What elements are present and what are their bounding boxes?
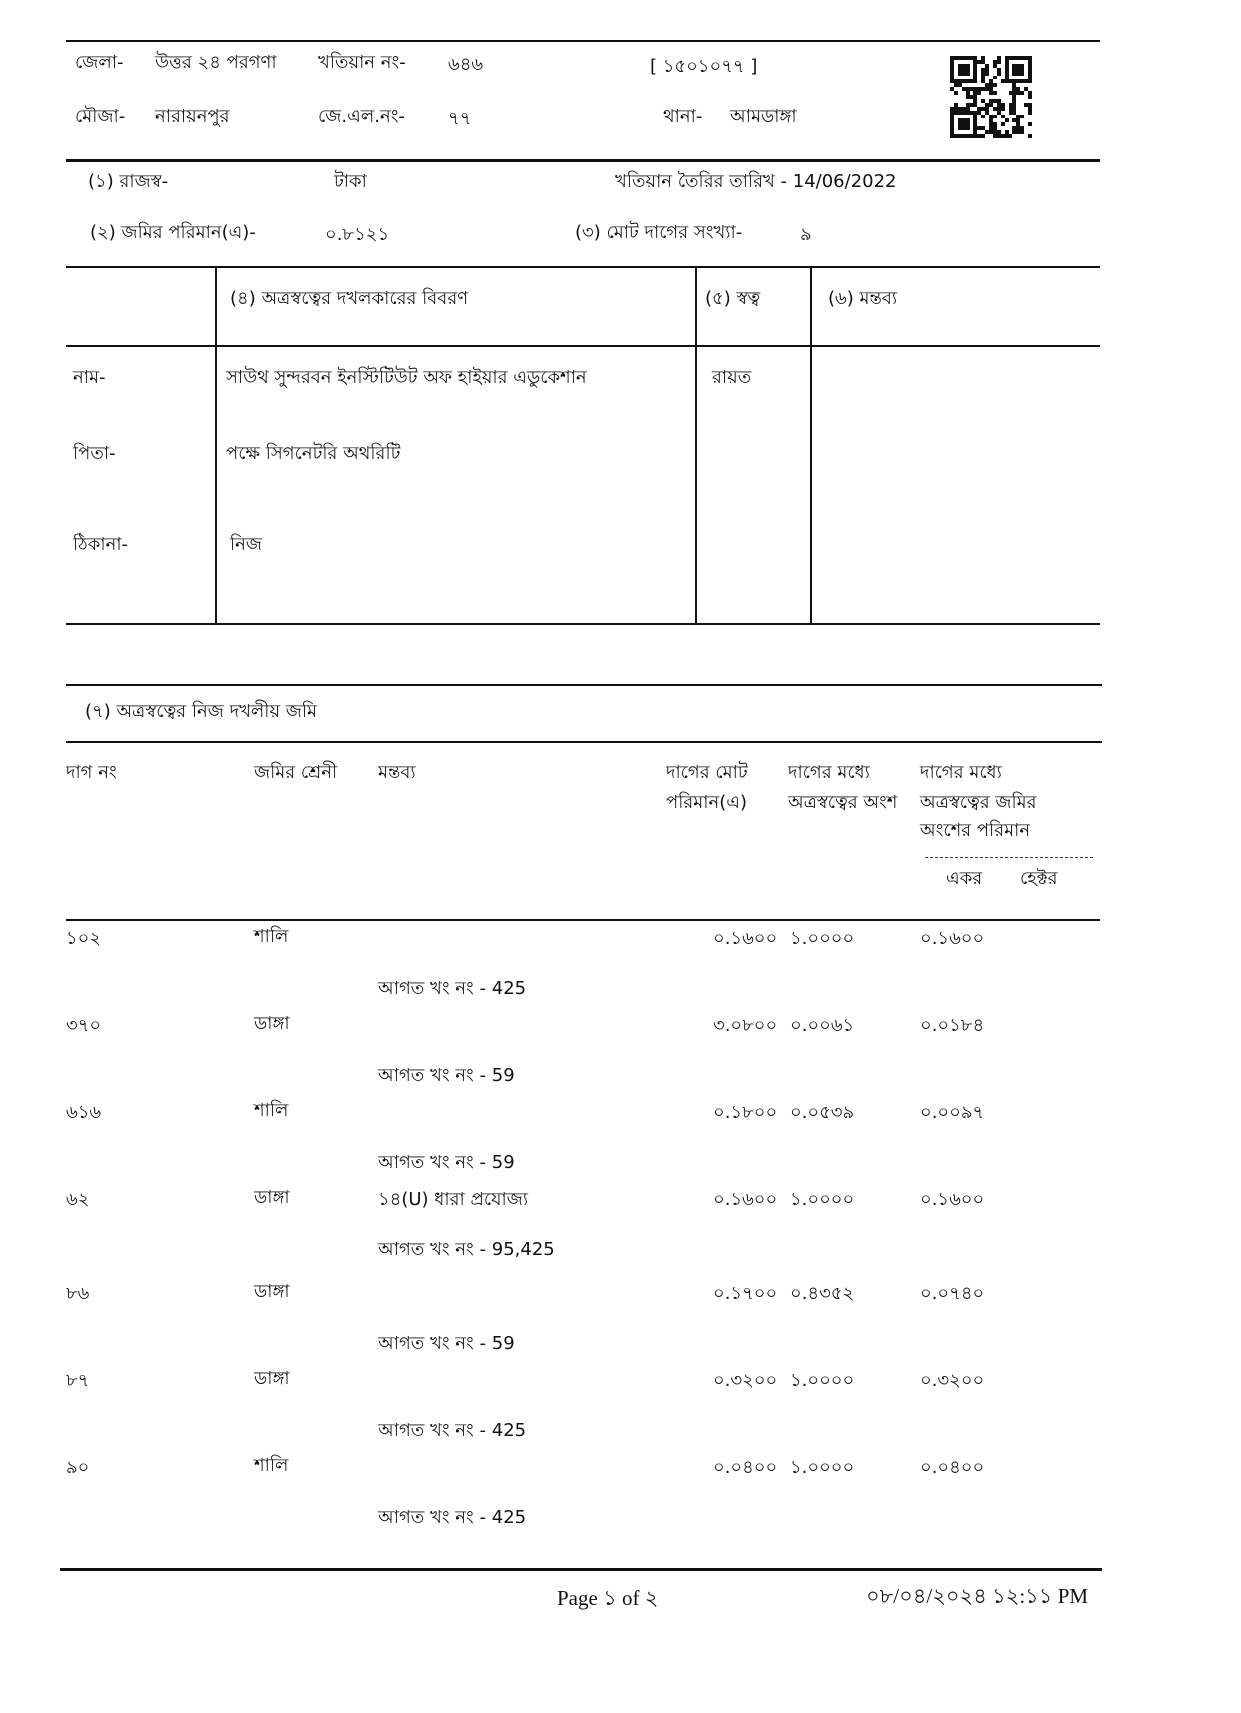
- area-label: (২) জমির পরিমান(এ)-: [90, 222, 256, 243]
- owner-col-header: (৪) অত্রস্বত্বের দখলকারের বিবরণ: [230, 288, 469, 309]
- share: ১.০০০০: [790, 1457, 855, 1478]
- revenue-label: (১) রাজস্ব-: [88, 171, 169, 192]
- land-class: ডাঙ্গা: [254, 1281, 290, 1302]
- share: ০.০৫৩৯: [790, 1102, 855, 1123]
- area-header: দাগের মধ্যে: [920, 762, 1002, 783]
- plots-label: (৩) মোট দাগের সংখ্যা-: [575, 222, 743, 243]
- share-header: অত্রস্বত্বের অংশ: [788, 792, 898, 813]
- share: ০.০০৬১: [790, 1015, 855, 1036]
- right-col-header: (৫) স্বত্ব: [705, 288, 761, 309]
- share: ০.৪৩৫২: [790, 1283, 855, 1304]
- owner-area: ০.১৬০০: [920, 928, 985, 949]
- share: ১.০০০০: [790, 928, 855, 949]
- father-name: পক্ষে সিগনেটরি অথরিটি: [226, 443, 401, 464]
- land-section-title: (৭) অত্রস্বত্বের নিজ দখলীয় জমি: [85, 701, 318, 722]
- district-label: জেলা-: [75, 52, 124, 73]
- divider: [66, 345, 1100, 347]
- print-timestamp: ০৮/০৪/২০২৪ ১২:১১ PM: [866, 1584, 1089, 1608]
- dag-header: দাগ নং: [66, 762, 117, 783]
- owner-name: সাউথ সুন্দরবন ইনস্টিটিউট অফ হাইয়ার এডুকেশান: [226, 367, 587, 388]
- incoming-khatian-note: আগত খং নং - 59: [378, 1152, 515, 1173]
- mouza-label: মৌজা-: [75, 106, 126, 127]
- incoming-khatian-note: আগত খং নং - 425: [378, 1420, 527, 1441]
- land-class: শালি: [254, 1455, 289, 1476]
- total-header: দাগের মোট: [666, 762, 748, 783]
- jl-no: ৭৭: [448, 108, 472, 129]
- area-value: ০.৮১২১: [325, 224, 390, 245]
- total-area: ০.৩২০০: [713, 1370, 778, 1391]
- owner-area: ০.০১৮৪: [920, 1015, 985, 1036]
- land-class: শালি: [254, 926, 289, 947]
- created-date: খতিয়ান তৈরির তারিখ - 14/06/2022: [615, 171, 897, 192]
- share: ১.০০০০: [790, 1189, 855, 1210]
- owner-area: ০.০৪০০: [920, 1457, 985, 1478]
- incoming-khatian-note: আগত খং নং - 95,425: [378, 1239, 555, 1260]
- hectare-header: হেক্টর: [1020, 868, 1058, 889]
- dag-no: ৬২: [66, 1189, 90, 1210]
- total-area: ০.১৬০০: [713, 928, 778, 949]
- divider: [66, 623, 1100, 625]
- khatian-label: খতিয়ান নং-: [318, 52, 406, 73]
- total-area: ০.১৮০০: [713, 1102, 778, 1123]
- divider: [66, 40, 1100, 42]
- dashed-divider: [925, 857, 1093, 858]
- thana: আমডাঙ্গা: [730, 106, 797, 127]
- divider: [66, 919, 1100, 921]
- owner-area: ০.৩২০০: [920, 1370, 985, 1391]
- revenue-unit: টাকা: [334, 171, 367, 192]
- divider: [66, 159, 1100, 162]
- column-divider: [695, 266, 697, 623]
- record-code: [ ১৫০১০৭৭ ]: [650, 56, 758, 77]
- mouza: নারায়নপুর: [155, 106, 230, 127]
- row-remark: ১৪(U) ধারা প্রযোজ্য: [378, 1189, 529, 1210]
- total-area: ০.১৭০০: [713, 1283, 778, 1304]
- remark-col-header: (৬) মন্তব্য: [828, 288, 898, 309]
- total-header: পরিমান(এ): [666, 792, 747, 813]
- land-class: ডাঙ্গা: [254, 1187, 290, 1208]
- incoming-khatian-note: আগত খং নং - 59: [378, 1065, 515, 1086]
- column-divider: [810, 266, 812, 623]
- name-label: নাম-: [73, 367, 106, 388]
- incoming-khatian-note: আগত খং নং - 59: [378, 1333, 515, 1354]
- total-area: ৩.০৮০০: [713, 1015, 778, 1036]
- divider: [66, 684, 1102, 686]
- jl-label: জে.এল.নং-: [318, 106, 405, 127]
- acre-header: একর: [946, 868, 983, 889]
- owner-area: ০.০৭৪০: [920, 1283, 985, 1304]
- share-header: দাগের মধ্যে: [788, 762, 870, 783]
- dag-no: ৮৬: [66, 1283, 90, 1304]
- divider: [60, 1568, 1102, 1571]
- father-label: পিতা-: [73, 443, 116, 464]
- divider: [66, 741, 1102, 743]
- qr-code-icon: [950, 56, 1032, 138]
- total-area: ০.১৬০০: [713, 1189, 778, 1210]
- khatian-no: ৬৪৬: [448, 54, 484, 75]
- page-number: Page ১ of ২: [557, 1586, 659, 1610]
- district: উত্তর ২৪ পরগণা: [155, 52, 277, 73]
- incoming-khatian-note: আগত খং নং - 425: [378, 978, 527, 999]
- plots-value: ৯: [800, 224, 812, 245]
- dag-no: ৬১৬: [66, 1102, 102, 1123]
- owner-area: ০.১৬০০: [920, 1189, 985, 1210]
- incoming-khatian-note: আগত খং নং - 425: [378, 1507, 527, 1528]
- dag-no: ৮৭: [66, 1370, 90, 1391]
- owner-right: রায়ত: [712, 367, 752, 388]
- address: নিজ: [230, 534, 262, 555]
- land-class: শালি: [254, 1100, 289, 1121]
- share: ১.০০০০: [790, 1370, 855, 1391]
- land-class: ডাঙ্গা: [254, 1013, 290, 1034]
- column-divider: [215, 266, 217, 623]
- class-header: জমির শ্রেনী: [254, 762, 338, 783]
- dag-no: ৯০: [66, 1457, 90, 1478]
- owner-area: ০.০০৯৭: [920, 1102, 985, 1123]
- address-label: ঠিকানা-: [73, 534, 129, 555]
- total-area: ০.০৪০০: [713, 1457, 778, 1478]
- area-header: অংশের পরিমান: [920, 820, 1031, 841]
- remark-header: মন্তব্য: [378, 762, 416, 783]
- dag-no: ৩৭০: [66, 1015, 102, 1036]
- dag-no: ১০২: [66, 928, 102, 949]
- land-class: ডাঙ্গা: [254, 1368, 290, 1389]
- thana-label: থানা-: [663, 106, 703, 127]
- divider: [66, 266, 1100, 268]
- area-header: অত্রস্বত্বের জমির: [920, 792, 1037, 813]
